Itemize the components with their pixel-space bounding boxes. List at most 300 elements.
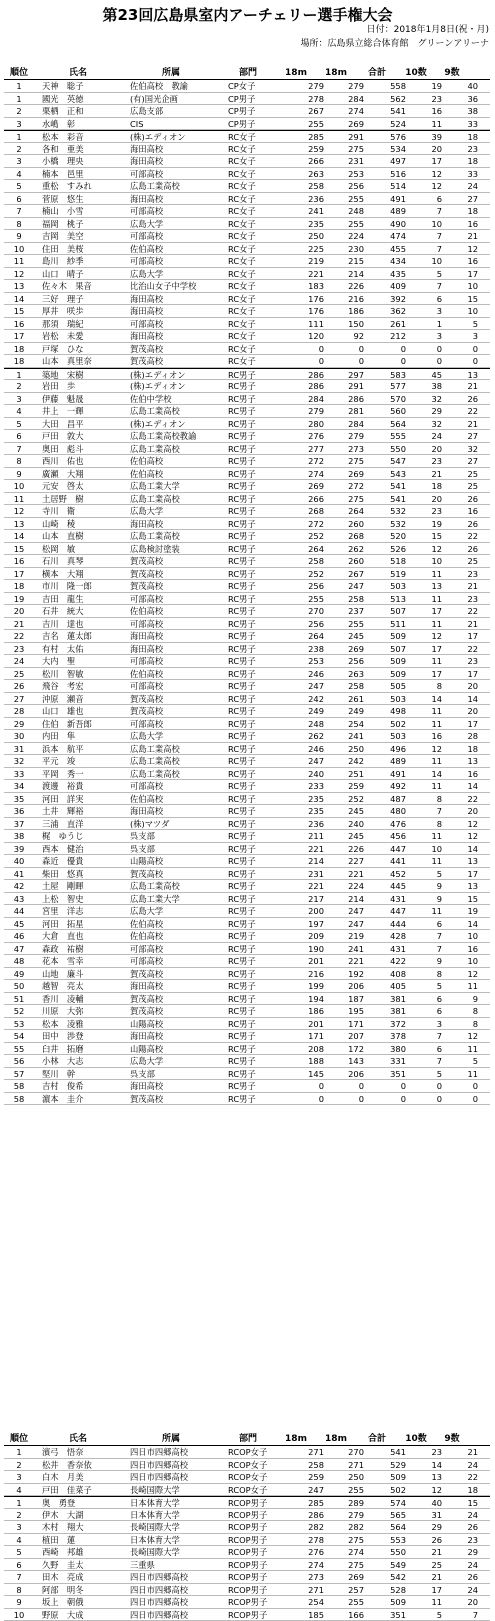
cell-total: 574 bbox=[364, 1497, 406, 1508]
cell-affiliation: 賀茂高校 bbox=[130, 705, 228, 717]
table-row bbox=[4, 655, 490, 668]
cell-division: RCOP男子 bbox=[228, 1497, 284, 1508]
cell-18m-second: 186 bbox=[324, 305, 364, 317]
cell-rank: 58 bbox=[4, 1093, 34, 1105]
cell-division: RC男子 bbox=[228, 705, 284, 717]
cell-total: 444 bbox=[364, 918, 406, 930]
cell-18m-second: 250 bbox=[324, 1471, 364, 1483]
cell-18m-first: 286 bbox=[284, 380, 324, 392]
cell-rank: 49 bbox=[4, 968, 34, 980]
cell-name: 西崎 邦雄 bbox=[34, 1546, 130, 1558]
cell-18m-second: 282 bbox=[324, 1521, 364, 1533]
cell-division: RC男子 bbox=[228, 830, 284, 842]
cell-18m-second: 216 bbox=[324, 293, 364, 305]
cell-name: 香川 凌輔 bbox=[34, 993, 130, 1005]
cell-affiliation: 海田高校 bbox=[130, 293, 228, 305]
cell-rank: 50 bbox=[4, 980, 34, 992]
cell-18m-second: 241 bbox=[324, 943, 364, 955]
cell-rank: 53 bbox=[4, 1018, 34, 1030]
cell-18m-first: 280 bbox=[284, 418, 324, 430]
cell-total: 408 bbox=[364, 968, 406, 980]
cell-nines: 22 bbox=[442, 793, 478, 805]
table-row bbox=[4, 680, 490, 693]
cell-tens: 17 bbox=[406, 668, 442, 680]
cell-nines: 29 bbox=[442, 1546, 478, 1558]
cell-rank: 18 bbox=[4, 580, 34, 592]
header-nines: 9数 bbox=[434, 1432, 470, 1445]
cell-18m-second: 240 bbox=[324, 818, 364, 830]
cell-total: 498 bbox=[364, 705, 406, 717]
cell-18m-second: 258 bbox=[324, 680, 364, 692]
cell-division: RC男子 bbox=[228, 530, 284, 542]
cell-rank: 7 bbox=[4, 205, 34, 217]
cell-tens: 3 bbox=[406, 330, 442, 342]
cell-tens: 10 bbox=[406, 218, 442, 230]
cell-total: 362 bbox=[364, 305, 406, 317]
cell-18m-first: 238 bbox=[284, 643, 324, 655]
cell-18m-second: 206 bbox=[324, 980, 364, 992]
table-row bbox=[4, 930, 490, 943]
cell-nines: 22 bbox=[442, 605, 478, 617]
cell-division: RC男子 bbox=[228, 568, 284, 580]
cell-nines: 26 bbox=[442, 493, 478, 505]
table-row bbox=[4, 805, 490, 818]
cell-total: 490 bbox=[364, 218, 406, 230]
cell-name: 住伯 新吾郎 bbox=[34, 718, 130, 730]
cell-18m-first: 252 bbox=[284, 568, 324, 580]
table-row bbox=[4, 980, 490, 993]
cell-18m-second: 245 bbox=[324, 630, 364, 642]
cell-rank: 18 bbox=[4, 343, 34, 355]
cell-affiliation: 広島支部 bbox=[130, 105, 228, 117]
cell-18m-second: 291 bbox=[324, 131, 364, 142]
cell-affiliation: 四日市四郷高校 bbox=[130, 1596, 228, 1608]
cell-18m-second: 256 bbox=[324, 180, 364, 192]
cell-tens: 5 bbox=[406, 1609, 442, 1621]
cell-nines: 20 bbox=[442, 680, 478, 692]
cell-name: 浜本 航平 bbox=[34, 743, 130, 755]
cell-tens: 6 bbox=[406, 1043, 442, 1055]
cell-division: RC女子 bbox=[228, 255, 284, 267]
cell-name: 楠本 邑里 bbox=[34, 168, 130, 180]
cell-nines: 21 bbox=[442, 580, 478, 592]
table-row bbox=[4, 718, 490, 731]
cell-18m-second: 284 bbox=[324, 93, 364, 105]
cell-affiliation: 海田高校 bbox=[130, 630, 228, 642]
cell-division: RC男子 bbox=[228, 905, 284, 917]
cell-nines: 32 bbox=[442, 443, 478, 455]
cell-name: 梶 ゆうじ bbox=[34, 830, 130, 842]
cell-affiliation: 広島大学 bbox=[130, 268, 228, 280]
cell-division: RC男子 bbox=[228, 980, 284, 992]
cell-name: 植田 蓮 bbox=[34, 1534, 130, 1546]
table-row bbox=[4, 668, 490, 681]
cell-division: RC男子 bbox=[228, 918, 284, 930]
cell-affiliation: 可部高校 bbox=[130, 255, 228, 267]
cell-nines: 0 bbox=[442, 1093, 478, 1105]
cell-total: 577 bbox=[364, 380, 406, 392]
cell-rank: 8 bbox=[4, 455, 34, 467]
table-row bbox=[4, 630, 490, 643]
table-row bbox=[4, 480, 490, 493]
cell-tens: 11 bbox=[406, 780, 442, 792]
cell-18m-first: 249 bbox=[284, 705, 324, 717]
cell-nines: 16 bbox=[442, 255, 478, 267]
cell-division: RC男子 bbox=[228, 405, 284, 417]
cell-total: 526 bbox=[364, 543, 406, 555]
cell-name: 重松 すみれ bbox=[34, 180, 130, 192]
cell-rank: 18 bbox=[4, 355, 34, 367]
header-18m-second: 18m bbox=[316, 66, 356, 79]
cell-18m-first: 271 bbox=[284, 1446, 324, 1458]
cell-18m-first: 111 bbox=[284, 318, 324, 330]
cell-division: RC男子 bbox=[228, 730, 284, 742]
cell-name: 西本 健治 bbox=[34, 843, 130, 855]
cell-total: 558 bbox=[364, 80, 406, 92]
cell-rank: 10 bbox=[4, 480, 34, 492]
table-row bbox=[4, 355, 490, 368]
cell-affiliation: 日本体育大学 bbox=[130, 1497, 228, 1508]
cell-affiliation: 広島工業高校 bbox=[130, 530, 228, 542]
cell-tens: 13 bbox=[406, 1471, 442, 1483]
cell-18m-second: 267 bbox=[324, 568, 364, 580]
table-row bbox=[4, 105, 490, 118]
cell-nines: 12 bbox=[442, 830, 478, 842]
cell-tens: 12 bbox=[406, 743, 442, 755]
cell-name: 山地 廉斗 bbox=[34, 968, 130, 980]
cell-name: 濵本 圭介 bbox=[34, 1093, 130, 1105]
cell-total: 507 bbox=[364, 643, 406, 655]
cell-affiliation: 賀茂高校 bbox=[130, 555, 228, 567]
cell-rank: 7 bbox=[4, 443, 34, 455]
cell-rank: 2 bbox=[4, 143, 34, 155]
cell-18m-second: 245 bbox=[324, 830, 364, 842]
cell-nines: 18 bbox=[442, 1484, 478, 1496]
table-row bbox=[4, 1509, 490, 1522]
cell-name: 河田 拓星 bbox=[34, 918, 130, 930]
cell-tens: 11 bbox=[406, 855, 442, 867]
cell-name: 菅原 悠生 bbox=[34, 193, 130, 205]
cell-tens: 29 bbox=[406, 1521, 442, 1533]
cell-nines: 17 bbox=[442, 630, 478, 642]
cell-18m-first: 258 bbox=[284, 180, 324, 192]
cell-tens: 3 bbox=[406, 305, 442, 317]
cell-total: 547 bbox=[364, 455, 406, 467]
cell-18m-first: 277 bbox=[284, 443, 324, 455]
cell-name: 戸田 佳菜子 bbox=[34, 1484, 130, 1496]
cell-tens: 20 bbox=[406, 493, 442, 505]
cell-18m-first: 185 bbox=[284, 1609, 324, 1621]
cell-affiliation: CIS bbox=[130, 118, 228, 130]
cell-18m-first: 0 bbox=[284, 1093, 324, 1105]
cell-rank: 15 bbox=[4, 543, 34, 555]
cell-nines: 17 bbox=[442, 268, 478, 280]
cell-division: RC男子 bbox=[228, 743, 284, 755]
cell-nines: 12 bbox=[442, 243, 478, 255]
cell-18m-first: 270 bbox=[284, 605, 324, 617]
cell-18m-first: 186 bbox=[284, 1005, 324, 1017]
table-row bbox=[4, 555, 490, 568]
cell-rank: 58 bbox=[4, 1080, 34, 1092]
cell-18m-second: 275 bbox=[324, 493, 364, 505]
cell-18m-first: 242 bbox=[284, 693, 324, 705]
cell-18m-first: 0 bbox=[284, 1080, 324, 1092]
cell-rank: 19 bbox=[4, 593, 34, 605]
cell-affiliation: 海田高校 bbox=[130, 980, 228, 992]
cell-name: 三好 理子 bbox=[34, 293, 130, 305]
cell-affiliation: 可部高校 bbox=[130, 780, 228, 792]
cell-name: 上松 智史 bbox=[34, 893, 130, 905]
cell-nines: 21 bbox=[442, 618, 478, 630]
cell-total: 534 bbox=[364, 143, 406, 155]
cell-rank: 1 bbox=[4, 1497, 34, 1508]
cell-18m-second: 150 bbox=[324, 318, 364, 330]
cell-affiliation: 四日市四郷高校 bbox=[130, 1584, 228, 1596]
table-row bbox=[4, 618, 490, 631]
cell-rank: 9 bbox=[4, 230, 34, 242]
cell-affiliation: 広島工業高校 bbox=[130, 405, 228, 417]
cell-tens: 6 bbox=[406, 293, 442, 305]
cell-division: RC男子 bbox=[228, 418, 284, 430]
cell-total: 455 bbox=[364, 243, 406, 255]
cell-18m-second: 195 bbox=[324, 1005, 364, 1017]
cell-total: 445 bbox=[364, 880, 406, 892]
header-division: 部門 bbox=[220, 1432, 276, 1445]
cell-rank: 56 bbox=[4, 1055, 34, 1067]
cell-tens: 7 bbox=[406, 805, 442, 817]
cell-18m-first: 194 bbox=[284, 993, 324, 1005]
cell-18m-second: 245 bbox=[324, 805, 364, 817]
cell-nines: 33 bbox=[442, 168, 478, 180]
cell-name: 寺川 衛 bbox=[34, 505, 130, 517]
cell-18m-second: 291 bbox=[324, 380, 364, 392]
cell-affiliation: 山陽高校 bbox=[130, 855, 228, 867]
cell-tens: 6 bbox=[406, 993, 442, 1005]
cell-division: RC男子 bbox=[228, 955, 284, 967]
table-row bbox=[4, 568, 490, 581]
cell-total: 505 bbox=[364, 680, 406, 692]
cell-total: 212 bbox=[364, 330, 406, 342]
cell-affiliation: (株)エディオン bbox=[130, 369, 228, 380]
table-row bbox=[4, 1018, 490, 1031]
cell-tens: 38 bbox=[406, 380, 442, 392]
cell-total: 550 bbox=[364, 443, 406, 455]
cell-division: RC男子 bbox=[228, 605, 284, 617]
cell-division: RCOP男子 bbox=[228, 1521, 284, 1533]
table-row bbox=[4, 493, 490, 506]
cell-18m-first: 236 bbox=[284, 193, 324, 205]
cell-affiliation: 賀茂高校 bbox=[130, 693, 228, 705]
cell-total: 331 bbox=[364, 1055, 406, 1067]
cell-nines: 8 bbox=[442, 1005, 478, 1017]
cell-rank: 48 bbox=[4, 955, 34, 967]
cell-rank: 16 bbox=[4, 555, 34, 567]
cell-division: RC女子 bbox=[228, 280, 284, 292]
cell-affiliation: 佐伯高校 bbox=[130, 793, 228, 805]
cell-affiliation: (有)国光企画 bbox=[130, 93, 228, 105]
cell-division: RC女子 bbox=[228, 243, 284, 255]
cell-division: RC女子 bbox=[228, 268, 284, 280]
cell-total: 456 bbox=[364, 830, 406, 842]
results-table-main bbox=[4, 66, 490, 1105]
cell-rank: 11 bbox=[4, 493, 34, 505]
cell-tens: 7 bbox=[406, 243, 442, 255]
cell-tens: 17 bbox=[406, 1584, 442, 1596]
table-row bbox=[4, 518, 490, 531]
cell-18m-second: 248 bbox=[324, 205, 364, 217]
cell-division: RC女子 bbox=[228, 305, 284, 317]
cell-18m-second: 275 bbox=[324, 1559, 364, 1571]
cell-total: 541 bbox=[364, 1446, 406, 1458]
cell-nines: 23 bbox=[442, 1534, 478, 1546]
cell-name: 越智 亮太 bbox=[34, 980, 130, 992]
table-row bbox=[4, 268, 490, 281]
cell-nines: 18 bbox=[442, 155, 478, 167]
cell-name: 山口 晴子 bbox=[34, 268, 130, 280]
cell-name: 吉村 俊希 bbox=[34, 1080, 130, 1092]
cell-affiliation: 広島工業高校 bbox=[130, 755, 228, 767]
cell-rank: 31 bbox=[4, 743, 34, 755]
cell-total: 381 bbox=[364, 993, 406, 1005]
cell-name: 松本 彩音 bbox=[34, 131, 130, 142]
cell-total: 528 bbox=[364, 1584, 406, 1596]
cell-tens: 0 bbox=[406, 1080, 442, 1092]
cell-rank: 4 bbox=[4, 405, 34, 417]
cell-affiliation: 広島工業大学 bbox=[130, 480, 228, 492]
cell-tens: 11 bbox=[406, 618, 442, 630]
cell-total: 564 bbox=[364, 418, 406, 430]
cell-18m-first: 278 bbox=[284, 93, 324, 105]
cell-tens: 8 bbox=[406, 680, 442, 692]
cell-18m-second: 187 bbox=[324, 993, 364, 1005]
cell-division: RCOP男子 bbox=[228, 1559, 284, 1571]
cell-nines: 12 bbox=[442, 818, 478, 830]
table-row bbox=[4, 693, 490, 706]
cell-name: 天神 聡子 bbox=[34, 80, 130, 92]
cell-nines: 26 bbox=[442, 518, 478, 530]
cell-18m-second: 249 bbox=[324, 705, 364, 717]
cell-name: 山本 真里奈 bbox=[34, 355, 130, 367]
cell-18m-second: 270 bbox=[324, 1446, 364, 1458]
cell-18m-second: 255 bbox=[324, 218, 364, 230]
cell-tens: 11 bbox=[406, 705, 442, 717]
table-row bbox=[4, 1496, 490, 1509]
cell-name: 吉田 龍生 bbox=[34, 593, 130, 605]
table-row bbox=[4, 780, 490, 793]
cell-total: 431 bbox=[364, 943, 406, 955]
cell-tens: 26 bbox=[406, 1534, 442, 1546]
cell-nines: 21 bbox=[442, 1446, 478, 1458]
cell-18m-second: 237 bbox=[324, 605, 364, 617]
cell-18m-first: 286 bbox=[284, 1509, 324, 1521]
cell-total: 431 bbox=[364, 893, 406, 905]
cell-division: CP男子 bbox=[228, 118, 284, 130]
cell-18m-second: 224 bbox=[324, 880, 364, 892]
table-row bbox=[4, 430, 490, 443]
cell-18m-second: 250 bbox=[324, 743, 364, 755]
cell-18m-first: 258 bbox=[284, 555, 324, 567]
cell-total: 507 bbox=[364, 605, 406, 617]
cell-nines: 13 bbox=[442, 755, 478, 767]
cell-division: RC男子 bbox=[228, 818, 284, 830]
cell-18m-second: 297 bbox=[324, 369, 364, 380]
cell-affiliation: 呉支部 bbox=[130, 843, 228, 855]
table-body bbox=[4, 80, 490, 1105]
cell-18m-first: 201 bbox=[284, 955, 324, 967]
cell-nines: 3 bbox=[442, 330, 478, 342]
table-row bbox=[4, 243, 490, 256]
cell-affiliation: 広島大学 bbox=[130, 505, 228, 517]
cell-total: 565 bbox=[364, 1509, 406, 1521]
cell-nines: 18 bbox=[442, 131, 478, 142]
cell-nines: 17 bbox=[442, 668, 478, 680]
cell-nines: 19 bbox=[442, 905, 478, 917]
cell-affiliation: 佐伯高校 bbox=[130, 605, 228, 617]
cell-affiliation: 海田高校 bbox=[130, 643, 228, 655]
cell-total: 509 bbox=[364, 1471, 406, 1483]
cell-nines: 15 bbox=[442, 293, 478, 305]
table-row bbox=[4, 943, 490, 956]
cell-tens: 17 bbox=[406, 155, 442, 167]
cell-name: 築地 宋樹 bbox=[34, 369, 130, 380]
cell-tens: 12 bbox=[406, 168, 442, 180]
cell-division: RC男子 bbox=[228, 1018, 284, 1030]
cell-total: 518 bbox=[364, 555, 406, 567]
cell-division: RCOP女子 bbox=[228, 1459, 284, 1471]
cell-18m-second: 275 bbox=[324, 1534, 364, 1546]
cell-tens: 10 bbox=[406, 255, 442, 267]
cell-18m-first: 221 bbox=[284, 843, 324, 855]
table-row bbox=[4, 230, 490, 243]
cell-name: 石井 統大 bbox=[34, 605, 130, 617]
cell-division: RC男子 bbox=[228, 393, 284, 405]
cell-tens: 5 bbox=[406, 980, 442, 992]
cell-name: 元安 啓太 bbox=[34, 480, 130, 492]
cell-name: 木村 翔大 bbox=[34, 1521, 130, 1533]
table-row bbox=[4, 605, 490, 618]
table-row bbox=[4, 293, 490, 306]
cell-rank: 42 bbox=[4, 880, 34, 892]
cell-affiliation: 四日市四郷高校 bbox=[130, 1459, 228, 1471]
table-row bbox=[4, 193, 490, 206]
cell-name: 山本 直樹 bbox=[34, 530, 130, 542]
cell-rank: 51 bbox=[4, 993, 34, 1005]
cell-total: 570 bbox=[364, 393, 406, 405]
cell-tens: 13 bbox=[406, 580, 442, 592]
cell-rank: 30 bbox=[4, 730, 34, 742]
cell-18m-second: 214 bbox=[324, 268, 364, 280]
cell-tens: 12 bbox=[406, 543, 442, 555]
cell-18m-first: 236 bbox=[284, 818, 324, 830]
cell-total: 576 bbox=[364, 131, 406, 142]
cell-rank: 27 bbox=[4, 693, 34, 705]
cell-affiliation: 可部高校 bbox=[130, 943, 228, 955]
cell-18m-second: 275 bbox=[324, 455, 364, 467]
header-name: 氏名 bbox=[34, 1432, 122, 1445]
cell-tens: 17 bbox=[406, 605, 442, 617]
cell-18m-first: 190 bbox=[284, 943, 324, 955]
cell-affiliation: 賀茂高校 bbox=[130, 993, 228, 1005]
cell-total: 524 bbox=[364, 118, 406, 130]
cell-18m-second: 279 bbox=[324, 1509, 364, 1521]
cell-rank: 1 bbox=[4, 1446, 34, 1458]
cell-18m-second: 263 bbox=[324, 668, 364, 680]
cell-nines: 14 bbox=[442, 693, 478, 705]
cell-tens: 23 bbox=[406, 1446, 442, 1458]
cell-tens: 11 bbox=[406, 718, 442, 730]
cell-18m-first: 221 bbox=[284, 268, 324, 280]
cell-affiliation: 日本体育大学 bbox=[130, 1534, 228, 1546]
